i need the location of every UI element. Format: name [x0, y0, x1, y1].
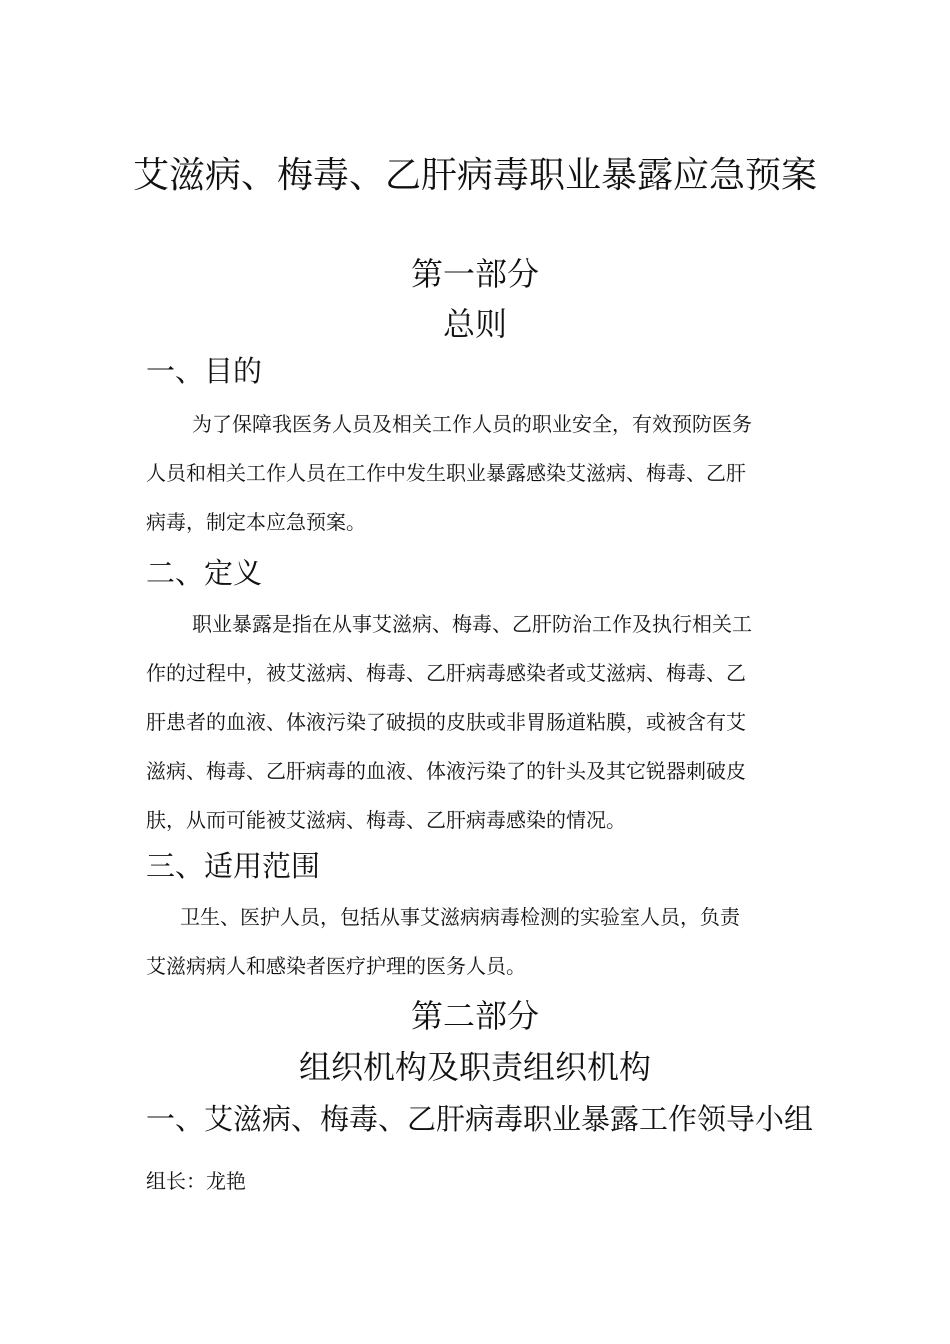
part1-subheading: 总则	[442, 305, 507, 343]
paragraph-line: 作的过程中，被艾滋病、梅毒、乙肝病毒感染者或艾滋病、梅毒、乙	[146, 661, 746, 685]
section-definition-body	[146, 600, 818, 845]
part1-heading: 第一部分	[410, 255, 539, 293]
paragraph-line: 肤，从而可能被艾滋病、梅毒、乙肝病毒感染的情况。	[146, 808, 626, 832]
document-title: 艾滋病、梅毒、乙肝病毒职业暴露应急预案	[132, 155, 817, 196]
section-scope-body	[146, 893, 818, 991]
paragraph-line: 卫生、医护人员，包括从事艾滋病病毒检测的实验室人员，负责	[180, 905, 740, 929]
paragraph-line: 人员和相关工作人员在工作中发生职业暴露感染艾滋病、梅毒、乙肝	[146, 461, 746, 485]
paragraph-line: 病毒，制定本应急预案。	[146, 510, 366, 534]
paragraph-line: 职业暴露是指在从事艾滋病、梅毒、乙肝防治工作及执行相关工	[192, 612, 752, 636]
part2-heading: 第二部分	[410, 997, 539, 1035]
section-scope-heading: 三、适用范围	[146, 849, 321, 883]
section-purpose-heading: 一、目的	[146, 354, 263, 388]
part2-subheading: 组织机构及职责组织机构	[298, 1048, 651, 1086]
section-purpose-body	[146, 400, 818, 547]
section-definition-heading: 二、定义	[146, 556, 263, 590]
group-leader-line: 组长：龙艳	[146, 1169, 246, 1193]
section-leadership-heading: 一、艾滋病、梅毒、乙肝病毒职业暴露工作领导小组	[146, 1102, 814, 1136]
paragraph-line: 滋病、梅毒、乙肝病毒的血液、体液污染了的针头及其它锐器刺破皮	[146, 759, 746, 783]
paragraph-line: 肝患者的血液、体液污染了破损的皮肤或非胃肠道粘膜，或被含有艾	[146, 710, 746, 734]
paragraph-line: 为了保障我医务人员及相关工作人员的职业安全，有效预防医务	[192, 412, 752, 436]
paragraph-line: 艾滋病病人和感染者医疗护理的医务人员。	[146, 954, 526, 978]
